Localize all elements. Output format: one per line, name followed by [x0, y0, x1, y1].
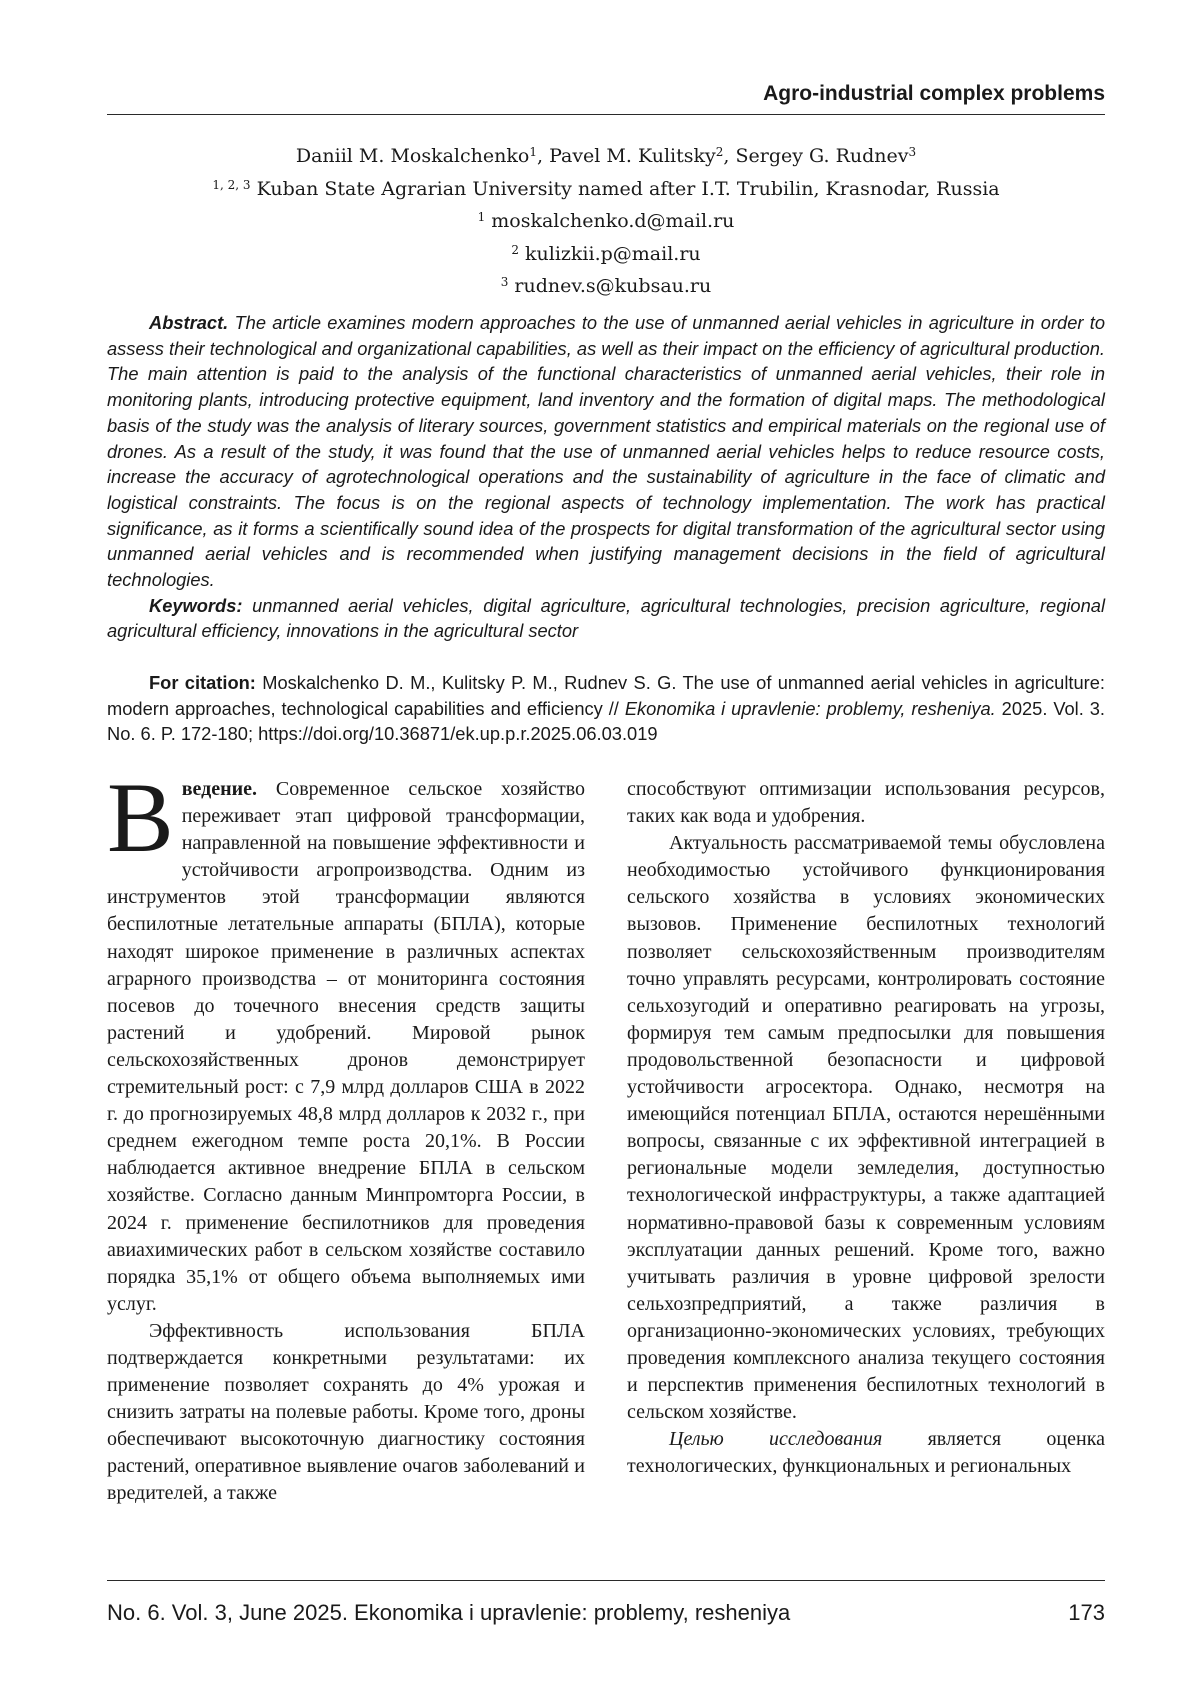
body-paragraph: Актуальность рассматриваемой темы обусловлена необходимостью устойчивого функционирования сельского хозяйства в условиях экономических вызовов. Применение беспилотных технологий позволяет сельскохозяйственным производителям точно управлять ресурсами, контролировать состояние сельхозугодий и оперативно реагировать на угрозы, формируя тем самым предпосылки для повышения продовольственной безопасности и цифровой устойчивости агросектора. Однако, несмотря на имеющийся потенциал БПЛА, остаются нерешёнными вопросы, связанные с их эффективной интеграцией в региональные модели земледелия, доступностью технологической инфраструктуры, а также адаптацией нормативно-правовой базы к современным условиям эксплуатации данных решений. Кроме того, важно учитывать различия в уровне цифровой зрелости сельхозпредприятий, а также различия в организационно-экономических условиях, требующих проведения комплексного анализа текущего состояния и перспектив применения беспилотных технологий в сельском хозяйстве. — [627, 832, 1105, 1424]
page-number: 173 — [1068, 1600, 1105, 1625]
email-sup: 2 — [511, 242, 519, 257]
header-rule — [107, 114, 1105, 115]
body-paragraph — [627, 1426, 1105, 1480]
email-text: moskalchenko.d@mail.ru — [485, 210, 735, 232]
drop-cap: В — [107, 762, 174, 873]
email-2 — [107, 236, 1105, 269]
email-1 — [107, 203, 1105, 236]
author-2-sup: 2 — [715, 145, 724, 159]
citation — [107, 670, 1105, 747]
affiliation — [107, 171, 1105, 204]
body-paragraph-continued: способствуют оптимизации использования ресурсов, таких как вода и удобрения. — [627, 778, 1105, 828]
email-text: rudnev.s@kubsau.ru — [508, 275, 712, 297]
abstract-label: Abstract. — [149, 312, 229, 333]
footer-journal: No. 6. Vol. 3, June 2025. Ekonomika i upravlenie: problemy, resheniya — [107, 1600, 791, 1625]
body-paragraph: Эффективность использования БПЛА подтверждается конкретными результатами: их применение позволяет сохранять до 4% урожая и снизить затраты на полевые работы. Кроме того, дроны обеспечивают высокоточную диагностику состояния растений, оперативное выявление очагов заболеваний и вредителей, а также — [107, 1319, 585, 1505]
email-sup: 3 — [500, 275, 509, 289]
email-3 — [107, 268, 1105, 301]
author-3-sup: 3 — [908, 145, 917, 159]
intro-text: Современное сельское хозяйство переживает этап цифровой трансформации, направленной на повышение эффективности и устойчивости агропроизводства. Одним из инструментов этой трансформации являются беспилотные летательные аппараты (БПЛА), которые находят широкое применение в различных аспектах аграрного производства – от мониторинга состояния посевов до точечного внесения средств защиты растений и удобрений. Мировой рынок сельскохозяйственных дронов демонстрирует стремительный рост: с 7,9 млрд долларов США в 2022 г. до прогнозируемых 48,8 млрд долларов к 2032 г., при среднем ежегодном темпе роста 20,1%. В России наблюдается активное внедрение БПЛА в сельском хозяйстве. Согласно данным Минпромторга России, в 2024 г. применение беспилотников для проведения авиахимических работ в сельском хозяйстве составило порядка 35,1% от общего объема выполняемых ими услуг. — [107, 778, 585, 1315]
citation-label: For citation: — [149, 672, 256, 693]
keywords-text: unmanned aerial vehicles, digital agriculture, agricultural technologies, precision agriculture, regional agricultural efficiency, innovations in the agricultural sector — [107, 594, 1105, 642]
footer-rule — [107, 1580, 1105, 1581]
email-text: kulizkii.p@mail.ru — [518, 242, 701, 265]
affiliation-text: Kuban State Agrarian University named after I.T. Trubilin, Krasnodar, Russia — [250, 177, 1000, 200]
abstract — [107, 310, 1105, 644]
aim-italic: Целью исследования — [669, 1428, 883, 1451]
citation-paragraph — [107, 670, 1105, 747]
aim-text: является оценка технологических, функциональных и региональных — [627, 1428, 1105, 1478]
author-names — [107, 138, 1105, 171]
author-1: Daniil M. Moskalchenko — [295, 145, 530, 167]
email-sup: 1 — [477, 210, 486, 224]
abstract-paragraph — [107, 310, 1105, 593]
intro-heading: ведение. — [181, 778, 258, 800]
intro-paragraph — [107, 762, 585, 1318]
running-header: Agro-industrial complex problems — [763, 82, 1105, 105]
author-1-sup: 1 — [529, 145, 537, 159]
abstract-text: The article examines modern approaches to the use of unmanned aerial vehicles in agriculture in order to assess their technological and organizational capabilities, as well as their impact on the efficiency of agricultural production. The main attention is paid to the analysis of the functional characteristics of unmanned aerial vehicles, their role in monitoring plants, introducing protective equipment, land inventory and the formation of digital maps. The methodological basis of the study was the analysis of literary sources, government statistics and empirical materials on the regional use of drones. As a result of the study, it was found that the use of unmanned aerial vehicles helps to reduce resource costs, increase the accuracy of agrotechnological operations and the sustainability of agriculture in the face of climatic and logistical constraints. The focus is on the regional aspects of technology implementation. The work has practical significance, as it forms a scientifically sound idea of the prospects for digital transformation of the agricultural sector using unmanned aerial vehicles and is recommended when justifying management decisions in the field of agricultural technologies. — [107, 312, 1105, 591]
keywords-label: Keywords: — [149, 594, 243, 616]
separator: , — [536, 145, 550, 167]
column-left — [107, 762, 585, 1508]
citation-text-end: 2025. Vol. 3. No. 6. P. 172-180; https://doi.org/10.36871/ek.up.p.r.2025.06.03.019 — [107, 697, 1105, 745]
citation-text: Moskalchenko D. M., Kulitsky P. M., Rudnev S. G. The use of unmanned aerial vehicles in agriculture: modern approaches, technological capabilities and efficiency // — [107, 672, 1105, 719]
keywords-paragraph — [107, 593, 1105, 644]
separator: , — [723, 145, 736, 167]
affiliation-sup: 1, 2, 3 — [212, 177, 251, 192]
citation-journal: Ekonomika i upravlenie: problemy, resheniya. — [624, 697, 996, 719]
page — [107, 0, 1105, 1698]
author-block — [107, 138, 1105, 301]
author-3: Sergey G. Rudnev — [735, 145, 909, 167]
author-2: Pavel M. Kulitsky — [549, 145, 716, 167]
column-right — [627, 776, 1105, 1480]
